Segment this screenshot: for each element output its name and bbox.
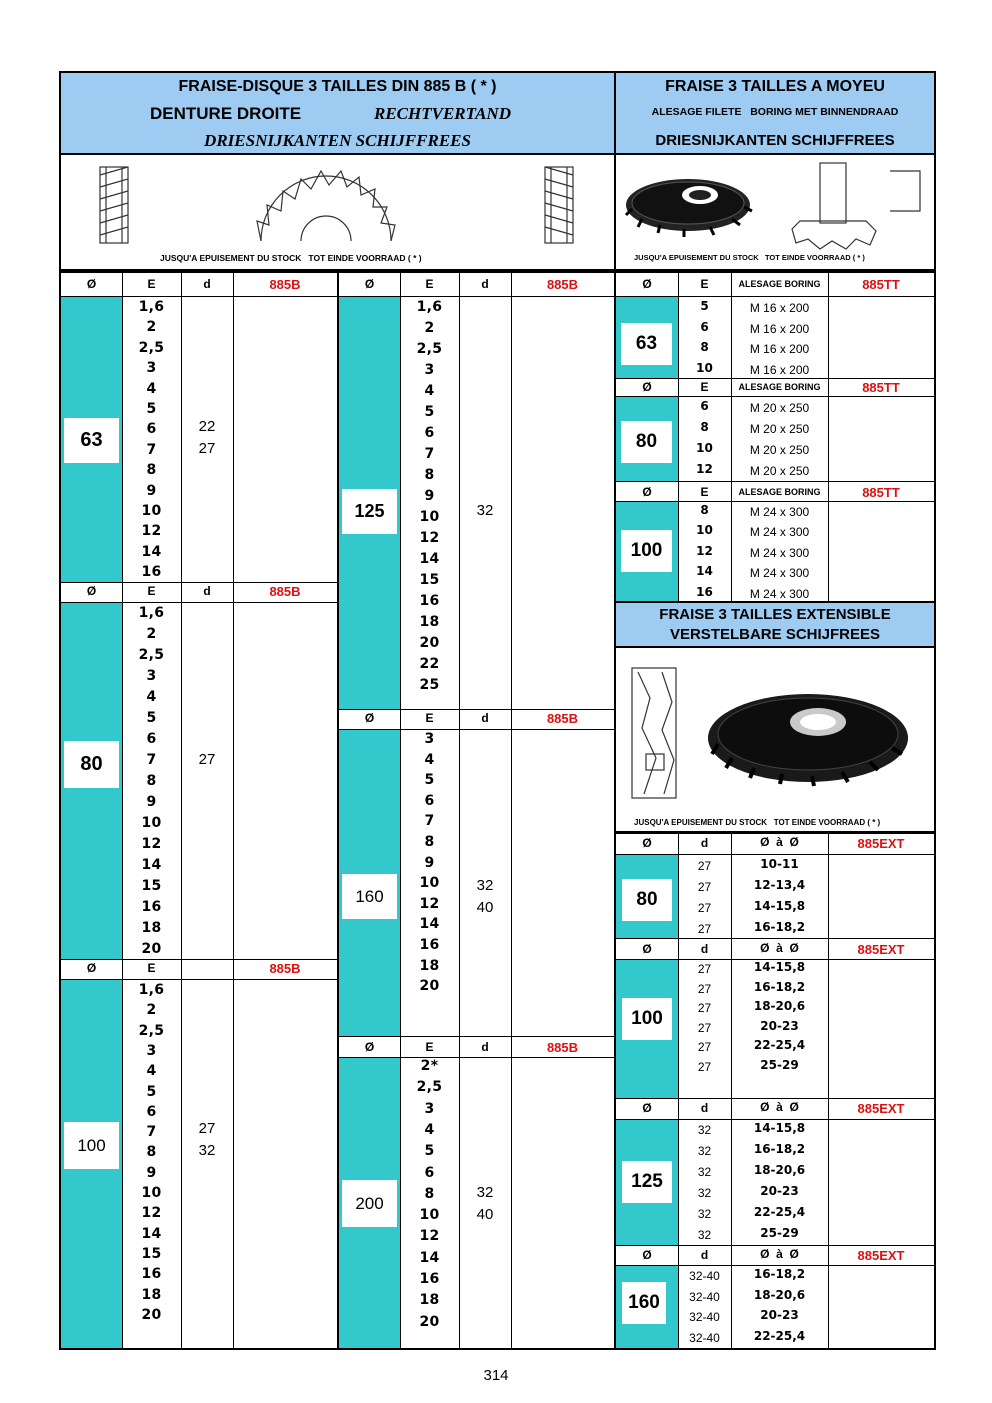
col-code-ext-header: 885EXT	[857, 1101, 905, 1116]
e-value: 3	[424, 1101, 435, 1117]
dia-box-ext-80: 80	[622, 879, 672, 921]
e-value: 14	[419, 551, 440, 567]
e-value: 10	[696, 441, 713, 455]
e-value: 9	[146, 794, 157, 810]
d-value: 40	[476, 899, 494, 916]
e-value: 3	[424, 731, 435, 747]
e-value: 16	[141, 564, 162, 580]
d-value: 27	[198, 1120, 216, 1137]
d-value: 27	[697, 1060, 712, 1074]
col-code-ext-header: 885EXT	[857, 1248, 905, 1263]
ext-stock-note: JUSQU'A EPUISEMENT DU STOCK TOT EINDE VOORRAAD ( * )	[634, 818, 881, 827]
left-header-line2b: RECHTVERTAND	[374, 104, 511, 123]
e-value: 1,6	[138, 982, 165, 998]
col-dia-header: Ø	[642, 1248, 652, 1262]
e-value: 3	[424, 362, 435, 378]
col-e-header: E	[700, 277, 709, 291]
right-header-line2: ALESAGE FILETE BORING MET BINNENDRAAD	[651, 106, 899, 118]
col-dia-header: Ø	[642, 485, 652, 499]
range-value: 18-20,6	[753, 1163, 806, 1177]
col-code-header: 885B	[269, 961, 301, 976]
col-d-header: d	[700, 1248, 709, 1262]
d-value: 27	[198, 751, 216, 768]
dia-box-125: 125	[342, 489, 397, 534]
e-value: 18	[419, 1292, 440, 1308]
col-d-header: d	[481, 1040, 489, 1054]
d-value: 32-40	[689, 1269, 720, 1283]
col-dia-header: Ø	[86, 584, 97, 598]
e-value: 4	[424, 383, 435, 399]
col-dia-header: Ø	[642, 277, 652, 291]
e-value: 2	[146, 626, 157, 642]
d-value: 32	[476, 877, 494, 894]
right-stock-note: JUSQU'A EPUISEMENT DU STOCK TOT EINDE VOORRAAD ( * )	[634, 253, 865, 262]
e-value: 8	[424, 1186, 435, 1202]
e-value: 6	[146, 1104, 157, 1120]
hub-cutter-icon	[620, 161, 930, 251]
e-value: 9	[424, 855, 435, 871]
left-header-line1: FRAISE-DISQUE 3 TAILLES DIN 885 B ( * )	[178, 78, 497, 95]
e-value: 2,5	[138, 647, 165, 663]
e-value: 2	[146, 1002, 157, 1018]
e-value: 8	[700, 503, 709, 517]
col-dia-header: Ø	[642, 836, 652, 850]
d-value: 32	[198, 1142, 216, 1159]
col-code-header: 885B	[269, 277, 301, 292]
e-value: 16	[419, 937, 440, 953]
e-value: 2	[424, 320, 435, 336]
dia-box-ext-125: 125	[622, 1161, 672, 1203]
col-e-header: E	[700, 380, 709, 394]
range-value: 18-20,6	[753, 999, 806, 1013]
e-value: 20	[419, 1314, 440, 1330]
range-value: 22-25,4	[753, 1038, 806, 1052]
e-value: 18	[141, 1287, 162, 1303]
e-value: 5	[424, 404, 435, 420]
e-value: 6	[700, 320, 709, 334]
range-value: 14-15,8	[753, 899, 806, 913]
right-header-line1: FRAISE 3 TAILLES A MOYEU	[665, 78, 885, 95]
e-value: 7	[146, 1124, 157, 1140]
e-value: 5	[146, 1084, 157, 1100]
e-value: 12	[141, 523, 162, 539]
col-dia-header: Ø	[86, 277, 97, 291]
dia-box-80: 80	[64, 741, 119, 788]
col-e-header: E	[700, 485, 709, 499]
range-value: 16-18,2	[753, 1142, 806, 1156]
col-bore-header: ALESAGE BORING	[738, 279, 821, 289]
range-value: 20-23	[760, 1308, 799, 1322]
e-value: 15	[141, 878, 162, 894]
e-value: 15	[141, 1246, 162, 1262]
e-value: 16	[696, 585, 713, 599]
e-value: 16	[141, 1266, 162, 1282]
range-value: 22-25,4	[753, 1329, 806, 1343]
e-value: 25	[419, 677, 440, 693]
d-value: 32	[697, 1207, 712, 1221]
d-value: 32	[697, 1144, 712, 1158]
extensible-cutter-icon	[622, 658, 922, 808]
d-value: 32	[697, 1123, 712, 1137]
dia-box-100: 100	[64, 1122, 119, 1169]
col-d-header: d	[203, 277, 211, 291]
e-value: 8	[146, 1144, 157, 1160]
e-value: 14	[141, 544, 162, 560]
d-value: 32	[476, 502, 494, 519]
col-dia-header: Ø	[642, 1101, 652, 1115]
e-value: 14	[696, 564, 713, 578]
e-value: 1,6	[416, 299, 443, 315]
d-value: 27	[198, 440, 216, 457]
e-value: 12	[419, 530, 440, 546]
e-value: 2	[146, 319, 157, 335]
e-value: 5	[424, 772, 435, 788]
e-value: 20	[419, 978, 440, 994]
range-value: 14-15,8	[753, 960, 806, 974]
range-value: 10-11	[760, 857, 799, 871]
bore-value: M 24 x 300	[749, 505, 810, 519]
dia-box-160: 160	[342, 874, 397, 919]
dia-box-63: 63	[64, 418, 119, 463]
e-value: 4	[424, 1122, 435, 1138]
e-value: 3	[146, 360, 157, 376]
e-value: 20	[419, 635, 440, 651]
e-value: 5	[700, 299, 709, 313]
e-value: 18	[141, 920, 162, 936]
bore-value: M 20 x 250	[749, 422, 810, 436]
e-value: 4	[424, 752, 435, 768]
d-value: 32-40	[689, 1290, 720, 1304]
bore-value: M 24 x 300	[749, 587, 810, 601]
d-value: 27	[697, 880, 712, 894]
e-value: 8	[700, 340, 709, 354]
d-value: 22	[198, 418, 216, 435]
e-value: 5	[424, 1143, 435, 1159]
ext-header-line2: VERSTELBARE SCHIJFREES	[669, 626, 881, 643]
left-header-line3: DRIESNIJKANTEN SCHIJFFREES	[204, 131, 471, 150]
e-value: 6	[424, 1165, 435, 1181]
range-value: 12-13,4	[753, 878, 806, 892]
e-value: 8	[146, 773, 157, 789]
e-value: 12	[696, 462, 713, 476]
range-value: 22-25,4	[753, 1205, 806, 1219]
col-d-header: d	[700, 836, 709, 850]
d-value: 40	[476, 1206, 494, 1223]
e-value: 2,5	[138, 340, 165, 356]
col-d-header: d	[700, 1101, 709, 1115]
e-value: 10	[419, 875, 440, 891]
range-value: 25-29	[760, 1058, 799, 1072]
e-value: 10	[141, 503, 162, 519]
d-value: 32	[697, 1165, 712, 1179]
range-value: 18-20,6	[753, 1288, 806, 1302]
col-code-tt-header: 885TT	[862, 277, 900, 292]
dia-box-tt-80: 80	[621, 421, 672, 463]
e-value: 4	[146, 689, 157, 705]
d-value: 27	[697, 1040, 712, 1054]
d-value: 32	[697, 1228, 712, 1242]
col-range-header: Ø à Ø	[760, 835, 799, 849]
right-header-line3: DRIESNIJKANTEN SCHIJFFREES	[655, 132, 895, 149]
e-value: 8	[424, 467, 435, 483]
e-value: 14	[419, 1250, 440, 1266]
d-value: 27	[697, 922, 712, 936]
bore-value: M 16 x 200	[749, 342, 810, 356]
e-value: 9	[146, 1165, 157, 1181]
e-value: 12	[419, 896, 440, 912]
e-value: 6	[424, 425, 435, 441]
range-value: 20-23	[760, 1184, 799, 1198]
col-code-header: 885B	[269, 584, 301, 599]
d-value: 32	[697, 1186, 712, 1200]
e-value: 10	[141, 1185, 162, 1201]
d-value: 27	[697, 901, 712, 915]
ext-image-area	[616, 648, 934, 833]
col-code-header: 885B	[546, 1040, 579, 1055]
col-dia-header: Ø	[364, 277, 375, 291]
col-dia-header: Ø	[364, 1040, 375, 1054]
col-bore-header: ALESAGE BORING	[738, 487, 821, 497]
e-value: 10	[696, 523, 713, 537]
bore-value: M 24 x 300	[749, 525, 810, 539]
e-value: 6	[146, 731, 157, 747]
bore-value: M 24 x 300	[749, 546, 810, 560]
col-e-header: E	[147, 584, 156, 598]
col-code-ext-header: 885EXT	[857, 942, 905, 957]
e-value: 8	[146, 462, 157, 478]
e-value: 6	[424, 793, 435, 809]
e-value: 20	[141, 941, 162, 957]
e-value: 22	[419, 656, 440, 672]
col-d-header: d	[481, 277, 489, 291]
e-value: 8	[700, 420, 709, 434]
e-value: 16	[419, 1271, 440, 1287]
dia-box-200: 200	[342, 1180, 397, 1227]
left-stock-note: JUSQU'A EPUISEMENT DU STOCK TOT EINDE VOORRAAD ( * )	[160, 253, 422, 263]
d-value: 27	[697, 982, 712, 996]
bore-value: M 16 x 200	[749, 301, 810, 315]
e-value: 1,6	[138, 299, 165, 315]
bore-value: M 20 x 250	[749, 443, 810, 457]
col-bore-header: ALESAGE BORING	[738, 382, 821, 392]
e-value: 2*	[420, 1058, 439, 1074]
range-value: 16-18,2	[753, 1267, 806, 1281]
col-d-header: d	[203, 584, 211, 598]
bore-value: M 16 x 200	[749, 363, 810, 377]
dia-box-ext-100: 100	[622, 998, 672, 1040]
col-e-header: E	[147, 277, 156, 291]
e-value: 16	[419, 593, 440, 609]
col-code-header: 885B	[546, 711, 579, 726]
e-value: 5	[146, 401, 157, 417]
d-value: 27	[697, 1021, 712, 1035]
col-code-tt-header: 885TT	[862, 380, 900, 395]
range-value: 25-29	[760, 1226, 799, 1240]
col-e-header: E	[425, 277, 434, 291]
d-value: 32-40	[689, 1310, 720, 1324]
e-value: 12	[141, 1205, 162, 1221]
e-value: 9	[424, 488, 435, 504]
col-code-header: 885B	[546, 277, 579, 292]
range-value: 16-18,2	[753, 920, 806, 934]
dia-box-tt-63: 63	[621, 323, 672, 365]
col-range-header: Ø à Ø	[760, 1247, 799, 1261]
disc-cutter-icon	[251, 161, 401, 241]
range-value: 14-15,8	[753, 1121, 806, 1135]
e-value: 12	[696, 544, 713, 558]
bore-value: M 20 x 250	[749, 464, 810, 478]
e-value: 20	[141, 1307, 162, 1323]
col-dia-header: Ø	[642, 942, 652, 956]
e-value: 7	[146, 752, 157, 768]
e-value: 2,5	[416, 341, 443, 357]
d-value: 32	[476, 1184, 494, 1201]
e-value: 8	[424, 834, 435, 850]
e-value: 10	[419, 1207, 440, 1223]
e-value: 12	[141, 836, 162, 852]
dia-box-tt-100: 100	[621, 530, 672, 572]
e-value: 4	[146, 381, 157, 397]
d-value: 27	[697, 962, 712, 976]
col-dia-header: Ø	[364, 711, 375, 725]
dia-box-ext-160: 160	[622, 1282, 666, 1324]
e-value: 18	[419, 958, 440, 974]
col-e-header: E	[425, 711, 434, 725]
e-value: 2,5	[138, 1023, 165, 1039]
e-value: 14	[141, 857, 162, 873]
col-range-header: Ø à Ø	[760, 941, 799, 955]
bore-value: M 16 x 200	[749, 322, 810, 336]
e-value: 3	[146, 1043, 157, 1059]
col-e-header: E	[147, 961, 156, 975]
cutter-profile-left-icon	[94, 165, 134, 245]
bore-value: M 20 x 250	[749, 401, 810, 415]
e-value: 2,5	[416, 1079, 443, 1095]
bore-value: M 24 x 300	[749, 566, 810, 580]
e-value: 6	[146, 421, 157, 437]
e-value: 18	[419, 614, 440, 630]
col-e-header: E	[425, 1040, 434, 1054]
e-value: 14	[419, 916, 440, 932]
cutter-profile-right-icon	[539, 165, 579, 245]
range-value: 16-18,2	[753, 980, 806, 994]
e-value: 7	[146, 442, 157, 458]
e-value: 7	[424, 446, 435, 462]
e-value: 10	[419, 509, 440, 525]
d-value: 27	[697, 859, 712, 873]
e-value: 14	[141, 1226, 162, 1242]
e-value: 10	[696, 361, 713, 375]
d-value: 27	[697, 1001, 712, 1015]
page-number: 314	[483, 1367, 509, 1384]
e-value: 10	[141, 815, 162, 831]
col-range-header: Ø à Ø	[760, 1100, 799, 1114]
left-header-line2a: DENTURE DROITE	[150, 104, 302, 123]
e-value: 15	[419, 572, 440, 588]
e-value: 16	[141, 899, 162, 915]
e-value: 5	[146, 710, 157, 726]
e-value: 6	[700, 399, 709, 413]
e-value: 12	[419, 1228, 440, 1244]
e-value: 7	[424, 813, 435, 829]
range-value: 20-23	[760, 1019, 799, 1033]
d-value: 32-40	[689, 1331, 720, 1345]
col-d-header: d	[481, 711, 489, 725]
col-dia-header: Ø	[86, 961, 97, 975]
e-value: 3	[146, 668, 157, 684]
col-code-tt-header: 885TT	[862, 485, 900, 500]
col-d-header: d	[700, 942, 709, 956]
e-value: 9	[146, 483, 157, 499]
e-value: 1,6	[138, 605, 165, 621]
e-value: 4	[146, 1063, 157, 1079]
col-dia-header: Ø	[642, 380, 652, 394]
ext-header-line1: FRAISE 3 TAILLES EXTENSIBLE	[659, 606, 891, 623]
col-code-ext-header: 885EXT	[857, 836, 905, 851]
